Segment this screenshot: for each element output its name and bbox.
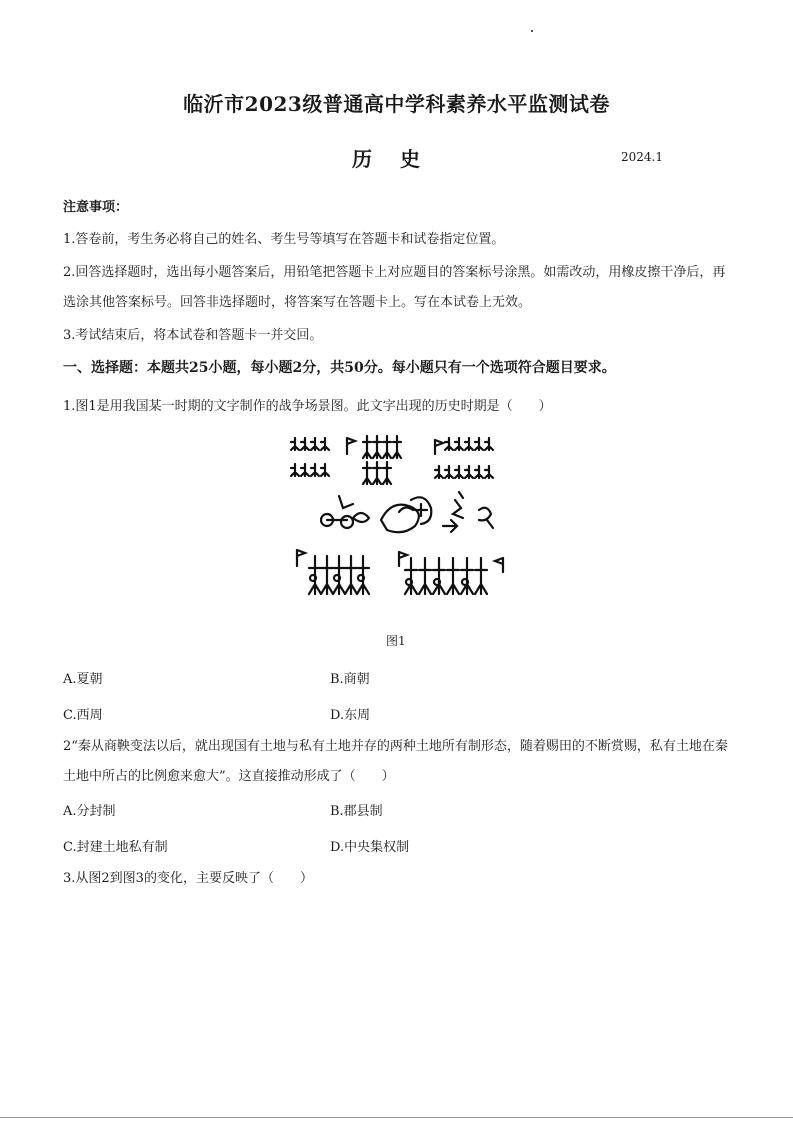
q2-option-c[interactable]: C.封建土地私有制 [63,840,168,855]
subject-title: 历史 [352,147,448,171]
figure-group-top-right [435,438,493,478]
q1-option-b[interactable]: B.商朝 [330,672,370,687]
oracle-script-illustration [283,428,515,620]
question-2-stem: 2“秦从商鞅变法以后，就出现国有土地与私有土地并存的两种土地所有制形态，随着赐田的不断赏赐，私有土地在秦土地中所占的比例愈来愈大”。这直接推动形成了（ ） [63,739,728,784]
chariot-group [321,492,493,532]
page-bottom-border [0,1117,793,1118]
question-1-stem: 1.图1是用我国某一时期的文字制作的战争场景图。此文字出现的历史时期是（ ） [63,399,552,414]
notice-item-3: 3.考试结束后，将本试卷和答题卡一并交回。 [63,328,323,343]
q1-option-a[interactable]: A.夏朝 [63,672,103,687]
notice-item-2: 2.回答选择题时，选出每小题答案后，用铅笔把答题卡上对应题目的答案标号涂黑。如需改动，用橡皮擦干净后，再选涂其他答案标号。回答非选择题时，将答案写在答题卡上。写在本试卷上无效。 [63,265,726,310]
exam-date: 2024.1 [621,150,663,164]
q1-option-d[interactable]: D.东周 [330,708,371,723]
notice-heading: 注意事项： [63,200,129,215]
q2-option-b[interactable]: B.郡县制 [330,804,383,819]
q2-option-a[interactable]: A.分封制 [63,804,116,819]
figure-group-top-left [291,438,329,476]
notice-item-1: 1.答卷前，考生务必将自己的姓名、考生号等填写在答题卡和试卷指定位置。 [63,232,505,247]
figure-1-oracle-bone-battle-image [283,428,515,620]
figure-group-top-middle [363,436,401,484]
figure-group-bottom-left [309,556,369,594]
scan-dot [531,30,533,32]
exam-title: 临沂市2023级普通高中学科素养水平监测试卷 [183,92,610,116]
q1-option-c[interactable]: C.西周 [63,708,103,723]
q2-option-d[interactable]: D.中央集权制 [330,840,410,855]
figure-group-bottom-right [405,558,487,594]
question-3-stem: 3.从图2到图3的变化，主要反映了（ ） [63,871,313,886]
section-heading: 一、选择题：本题共25小题，每小题2分，共50分。每小题只有一个选项符合题目要求。 [63,360,616,376]
figure-1-caption: 图1 [386,634,406,648]
